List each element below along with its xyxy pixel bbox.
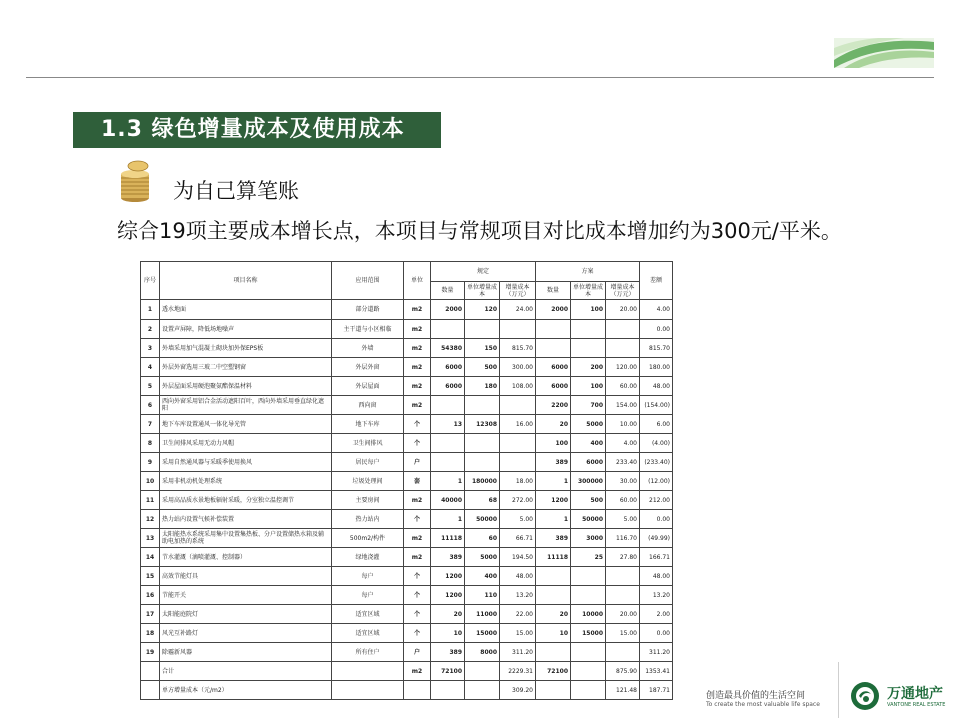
cell-p-unit: 6000 <box>571 453 606 472</box>
cell-p-qty: 1200 <box>536 491 571 510</box>
cell-p-qty: 389 <box>536 453 571 472</box>
cell-range: 卫生间排风 <box>332 434 404 453</box>
cell-range: 外层屋面 <box>332 377 404 396</box>
cell-range: 垃圾处理间 <box>332 472 404 491</box>
cell-no <box>141 662 160 681</box>
cell-s-cost: 13.20 <box>500 586 536 605</box>
header-plan-unit-cost: 单位增量成本 <box>571 282 606 300</box>
cell-p-cost <box>606 320 640 339</box>
cell-name: 地下车库设置通风一体化导光管 <box>160 415 332 434</box>
table-row <box>141 396 673 415</box>
cell-p-cost <box>606 567 640 586</box>
cell-diff: (49.99) <box>640 529 673 548</box>
cell-s-cost: 48.00 <box>500 567 536 586</box>
cell-name: 除霾新风器 <box>160 643 332 662</box>
cell-p-qty <box>536 320 571 339</box>
cell-range: 绿地浇灌 <box>332 548 404 567</box>
cell-s-cost: 2229.31 <box>500 662 536 681</box>
cell-diff: 0.00 <box>640 510 673 529</box>
table-row <box>141 453 673 472</box>
slogan-cn: 创造最具价值的生活空间 <box>706 691 806 701</box>
cell-s-unit: 5000 <box>465 548 500 567</box>
cell-s-cost <box>500 453 536 472</box>
cell-diff: 166.71 <box>640 548 673 567</box>
cell-diff: 2.00 <box>640 605 673 624</box>
cell-p-qty: 6000 <box>536 358 571 377</box>
cell-s-unit: 50000 <box>465 510 500 529</box>
cell-unit: 个 <box>404 586 431 605</box>
cell-range <box>332 681 404 700</box>
header-plan-inc-cost: 增量成本（万元） <box>606 282 640 300</box>
cell-unit: m2 <box>404 491 431 510</box>
cell-s-cost: 18.00 <box>500 472 536 491</box>
cell-name: 节水灌溉（滴喷灌溉、控制器） <box>160 548 332 567</box>
cell-p-qty <box>536 681 571 700</box>
cell-s-unit: 8000 <box>465 643 500 662</box>
cell-diff: 0.00 <box>640 624 673 643</box>
cell-no: 8 <box>141 434 160 453</box>
cell-p-qty <box>536 643 571 662</box>
subtitle: 为自己算笔账 <box>173 179 299 203</box>
cell-range: 500m2/构件 <box>332 529 404 548</box>
cell-unit: m2 <box>404 377 431 396</box>
header-no: 序号 <box>141 262 160 300</box>
cell-s-qty <box>431 320 465 339</box>
cell-diff: 0.00 <box>640 320 673 339</box>
cell-unit: m2 <box>404 300 431 320</box>
cell-p-qty: 72100 <box>536 662 571 681</box>
table-row <box>141 300 673 320</box>
header-standard: 规定 <box>431 262 536 282</box>
cell-s-unit: 12308 <box>465 415 500 434</box>
cell-no: 10 <box>141 472 160 491</box>
cell-diff: 6.00 <box>640 415 673 434</box>
cell-diff: 212.00 <box>640 491 673 510</box>
cell-name: 节能开关 <box>160 586 332 605</box>
cell-name: 透水地面 <box>160 300 332 320</box>
brand-name-en: VANTONE REAL ESTATE <box>887 702 946 708</box>
cell-p-qty: 20 <box>536 605 571 624</box>
header-plan: 方案 <box>536 262 640 282</box>
cell-s-cost: 300.00 <box>500 358 536 377</box>
cell-s-cost: 5.00 <box>500 510 536 529</box>
cell-p-unit <box>571 643 606 662</box>
cell-p-unit: 15000 <box>571 624 606 643</box>
cell-diff: (154.00) <box>640 396 673 415</box>
table-row <box>141 624 673 643</box>
table-row <box>141 472 673 491</box>
cell-p-cost: 60.00 <box>606 377 640 396</box>
cell-unit <box>404 681 431 700</box>
cell-unit: 户 <box>404 453 431 472</box>
cell-name: 合计 <box>160 662 332 681</box>
table-row <box>141 510 673 529</box>
cell-range <box>332 662 404 681</box>
cell-name: 外墙采用加气混凝土砌块加外保EPS板 <box>160 339 332 358</box>
cell-name: 卫生间排风采用无动力风帽 <box>160 434 332 453</box>
cell-p-cost <box>606 586 640 605</box>
cell-s-qty: 1200 <box>431 567 465 586</box>
cell-s-cost: 15.00 <box>500 624 536 643</box>
cell-no: 9 <box>141 453 160 472</box>
table-row <box>141 358 673 377</box>
cell-s-qty: 54380 <box>431 339 465 358</box>
cell-p-cost: 875.90 <box>606 662 640 681</box>
header-standard-qty: 数量 <box>431 282 465 300</box>
cell-p-qty <box>536 567 571 586</box>
cell-p-unit: 700 <box>571 396 606 415</box>
cell-p-qty: 1 <box>536 510 571 529</box>
header-unit: 单位 <box>404 262 431 300</box>
cell-no: 7 <box>141 415 160 434</box>
header-standard-inc-cost: 增量成本（万元） <box>500 282 536 300</box>
cell-range: 主要房间 <box>332 491 404 510</box>
cell-p-unit: 10000 <box>571 605 606 624</box>
cell-s-qty: 1200 <box>431 586 465 605</box>
cell-p-unit <box>571 320 606 339</box>
cell-p-cost: 30.00 <box>606 472 640 491</box>
cell-range: 主干道与小区相临 <box>332 320 404 339</box>
table-row <box>141 529 673 548</box>
cell-no <box>141 681 160 700</box>
cell-no: 5 <box>141 377 160 396</box>
cell-unit: 个 <box>404 415 431 434</box>
cell-s-cost: 272.00 <box>500 491 536 510</box>
cell-s-qty: 20 <box>431 605 465 624</box>
cell-s-qty: 2000 <box>431 300 465 320</box>
cell-p-cost: 15.00 <box>606 624 640 643</box>
table-row <box>141 643 673 662</box>
cell-p-qty: 20 <box>536 415 571 434</box>
cell-s-cost: 311.20 <box>500 643 536 662</box>
coin-stack-icon <box>118 160 152 204</box>
header-divider <box>26 77 934 78</box>
cell-s-cost: 66.71 <box>500 529 536 548</box>
cell-s-unit: 110 <box>465 586 500 605</box>
cell-s-qty <box>431 681 465 700</box>
vantone-logo-icon <box>850 681 880 711</box>
cell-unit: m2 <box>404 548 431 567</box>
cell-name: 西向外窗采用铝合金活动遮阳百叶，西向外墙采用垂直绿化遮阳 <box>160 396 332 415</box>
cell-name: 采用高品质水景地板辐射采暖，分室独立温控调节 <box>160 491 332 510</box>
table-row <box>141 681 673 700</box>
cell-name: 外层屋面采用硬泡聚氨酯保温材料 <box>160 377 332 396</box>
cell-name: 太阳能热水系统采用集中设置集热板、分户设置储热水箱及辅助电加热的系统 <box>160 529 332 548</box>
cell-p-cost: 233.40 <box>606 453 640 472</box>
cell-name: 热力站内设置气候补偿装置 <box>160 510 332 529</box>
cell-p-unit: 3000 <box>571 529 606 548</box>
cell-unit: 个 <box>404 605 431 624</box>
cell-p-unit: 400 <box>571 434 606 453</box>
table-row <box>141 605 673 624</box>
cell-p-cost <box>606 643 640 662</box>
cell-diff: 311.20 <box>640 643 673 662</box>
cell-range: 地下车库 <box>332 415 404 434</box>
cell-name: 高效节能灯具 <box>160 567 332 586</box>
cell-diff: 815.70 <box>640 339 673 358</box>
section-title: 1.3 绿色增量成本及使用成本 <box>73 112 441 148</box>
cell-p-unit: 200 <box>571 358 606 377</box>
cell-unit: 个 <box>404 434 431 453</box>
cell-no: 18 <box>141 624 160 643</box>
cell-s-unit: 68 <box>465 491 500 510</box>
cell-unit: 个 <box>404 624 431 643</box>
cell-p-unit <box>571 567 606 586</box>
summary-text: 综合19项主要成本增长点，本项目与常规项目对比成本增加约为300元/平米。 <box>117 219 842 243</box>
brand-name-cn: 万通地产 <box>887 686 943 702</box>
cell-diff: (12.00) <box>640 472 673 491</box>
cell-s-cost <box>500 396 536 415</box>
cell-s-qty: 6000 <box>431 358 465 377</box>
cell-p-unit: 25 <box>571 548 606 567</box>
cell-diff: 4.00 <box>640 300 673 320</box>
cell-s-unit: 15000 <box>465 624 500 643</box>
cell-p-qty: 1 <box>536 472 571 491</box>
cell-s-qty: 40000 <box>431 491 465 510</box>
cell-no: 3 <box>141 339 160 358</box>
cell-p-unit <box>571 662 606 681</box>
table-row <box>141 567 673 586</box>
cell-p-cost: 60.00 <box>606 491 640 510</box>
cell-s-qty: 6000 <box>431 377 465 396</box>
cell-s-cost: 309.20 <box>500 681 536 700</box>
cell-p-cost: 154.00 <box>606 396 640 415</box>
cell-unit: m2 <box>404 320 431 339</box>
cell-s-cost: 24.00 <box>500 300 536 320</box>
cell-p-cost: 120.00 <box>606 358 640 377</box>
cell-no: 4 <box>141 358 160 377</box>
cell-p-qty: 11118 <box>536 548 571 567</box>
top-logo-image <box>834 38 934 68</box>
cell-diff: (233.40) <box>640 453 673 472</box>
cell-diff: (4.00) <box>640 434 673 453</box>
cell-no: 17 <box>141 605 160 624</box>
cell-s-unit: 11000 <box>465 605 500 624</box>
cell-p-cost: 116.70 <box>606 529 640 548</box>
table-row <box>141 548 673 567</box>
cell-s-qty: 10 <box>431 624 465 643</box>
cell-p-unit: 100 <box>571 377 606 396</box>
cell-s-qty: 13 <box>431 415 465 434</box>
cell-range: 热力站内 <box>332 510 404 529</box>
cell-s-qty: 389 <box>431 643 465 662</box>
cell-range: 每户 <box>332 567 404 586</box>
cell-no: 13 <box>141 529 160 548</box>
cell-no: 15 <box>141 567 160 586</box>
cell-p-unit: 50000 <box>571 510 606 529</box>
cell-name: 风光互补路灯 <box>160 624 332 643</box>
cell-no: 14 <box>141 548 160 567</box>
cell-s-unit: 150 <box>465 339 500 358</box>
cell-s-unit <box>465 434 500 453</box>
cell-p-qty: 2000 <box>536 300 571 320</box>
cell-unit: m2 <box>404 529 431 548</box>
cell-name: 外层外窗选用三玻二中空塑钢窗 <box>160 358 332 377</box>
cell-p-unit <box>571 339 606 358</box>
cell-s-qty: 11118 <box>431 529 465 548</box>
header-plan-qty: 数量 <box>536 282 571 300</box>
cell-no: 19 <box>141 643 160 662</box>
cell-p-cost: 20.00 <box>606 605 640 624</box>
cell-p-qty: 2200 <box>536 396 571 415</box>
cell-s-cost: 815.70 <box>500 339 536 358</box>
cell-range: 外墙 <box>332 339 404 358</box>
table-row <box>141 586 673 605</box>
cell-s-unit <box>465 662 500 681</box>
cell-p-cost: 27.80 <box>606 548 640 567</box>
cell-name: 设置声屏障，降低场地噪声 <box>160 320 332 339</box>
table-row <box>141 377 673 396</box>
cell-range: 适宜区域 <box>332 624 404 643</box>
header-name: 项目名称 <box>160 262 332 300</box>
cell-p-unit <box>571 681 606 700</box>
cell-name: 太阳能庭院灯 <box>160 605 332 624</box>
cell-s-qty: 72100 <box>431 662 465 681</box>
table-row <box>141 415 673 434</box>
cell-p-cost: 10.00 <box>606 415 640 434</box>
cell-unit: 个 <box>404 567 431 586</box>
cell-diff: 48.00 <box>640 567 673 586</box>
cell-p-unit: 500 <box>571 491 606 510</box>
cell-s-unit: 180 <box>465 377 500 396</box>
cell-name: 采用自然通风器与采暖季使用换风 <box>160 453 332 472</box>
cell-s-unit <box>465 320 500 339</box>
cell-s-unit: 180000 <box>465 472 500 491</box>
cell-no: 6 <box>141 396 160 415</box>
cell-s-unit: 60 <box>465 529 500 548</box>
cell-s-cost <box>500 434 536 453</box>
cell-p-cost: 20.00 <box>606 300 640 320</box>
cell-p-qty: 100 <box>536 434 571 453</box>
cell-range: 所有住户 <box>332 643 404 662</box>
table-row <box>141 339 673 358</box>
cell-p-cost: 4.00 <box>606 434 640 453</box>
cell-s-cost: 108.00 <box>500 377 536 396</box>
cell-s-cost <box>500 320 536 339</box>
table-row <box>141 662 673 681</box>
cell-p-unit: 300000 <box>571 472 606 491</box>
cell-no: 16 <box>141 586 160 605</box>
cell-p-qty: 6000 <box>536 377 571 396</box>
cell-p-qty: 10 <box>536 624 571 643</box>
cell-s-unit: 120 <box>465 300 500 320</box>
cell-s-cost: 194.50 <box>500 548 536 567</box>
cell-s-qty: 389 <box>431 548 465 567</box>
cell-s-qty <box>431 453 465 472</box>
cell-range: 适宜区域 <box>332 605 404 624</box>
cell-p-cost: 5.00 <box>606 510 640 529</box>
cell-p-qty: 389 <box>536 529 571 548</box>
cell-diff: 1353.41 <box>640 662 673 681</box>
cell-diff: 48.00 <box>640 377 673 396</box>
cell-name: 单方增量成本（元/m2） <box>160 681 332 700</box>
cell-diff: 187.71 <box>640 681 673 700</box>
cell-s-unit: 500 <box>465 358 500 377</box>
cell-unit: 户 <box>404 643 431 662</box>
table-row <box>141 320 673 339</box>
cell-s-unit <box>465 396 500 415</box>
cell-no: 11 <box>141 491 160 510</box>
table-row <box>141 434 673 453</box>
cell-p-qty <box>536 586 571 605</box>
cell-unit: 个 <box>404 510 431 529</box>
slogan-en: To create the most valuable life space <box>706 701 820 708</box>
cell-p-cost: 121.48 <box>606 681 640 700</box>
cell-range: 外层外窗 <box>332 358 404 377</box>
cell-range: 居民每户 <box>332 453 404 472</box>
cell-s-qty <box>431 396 465 415</box>
header-standard-unit-cost: 单位增量成本 <box>465 282 500 300</box>
cell-s-unit <box>465 681 500 700</box>
cell-p-qty <box>536 339 571 358</box>
cell-range: 部分道路 <box>332 300 404 320</box>
cell-unit: 套 <box>404 472 431 491</box>
header-diff: 差额 <box>640 262 673 300</box>
cell-name: 采用非机动机处理系统 <box>160 472 332 491</box>
cell-no: 1 <box>141 300 160 320</box>
cell-range: 西向窗 <box>332 396 404 415</box>
cell-s-qty <box>431 434 465 453</box>
cell-p-cost <box>606 339 640 358</box>
cell-p-unit: 100 <box>571 300 606 320</box>
cell-s-cost: 16.00 <box>500 415 536 434</box>
cell-p-unit <box>571 586 606 605</box>
cell-unit: m2 <box>404 662 431 681</box>
cell-s-cost: 22.00 <box>500 605 536 624</box>
cell-s-qty: 1 <box>431 510 465 529</box>
cell-s-qty: 1 <box>431 472 465 491</box>
cost-table <box>140 261 673 700</box>
cell-s-unit: 400 <box>465 567 500 586</box>
cell-diff: 13.20 <box>640 586 673 605</box>
header-range: 应用范围 <box>332 262 404 300</box>
cell-diff: 180.00 <box>640 358 673 377</box>
cell-unit: m2 <box>404 339 431 358</box>
cell-s-unit <box>465 453 500 472</box>
cell-unit: m2 <box>404 358 431 377</box>
cell-range: 每户 <box>332 586 404 605</box>
footer-divider <box>838 662 839 718</box>
cell-p-unit: 5000 <box>571 415 606 434</box>
cell-unit: m2 <box>404 396 431 415</box>
cell-no: 2 <box>141 320 160 339</box>
table-row <box>141 491 673 510</box>
cell-no: 12 <box>141 510 160 529</box>
